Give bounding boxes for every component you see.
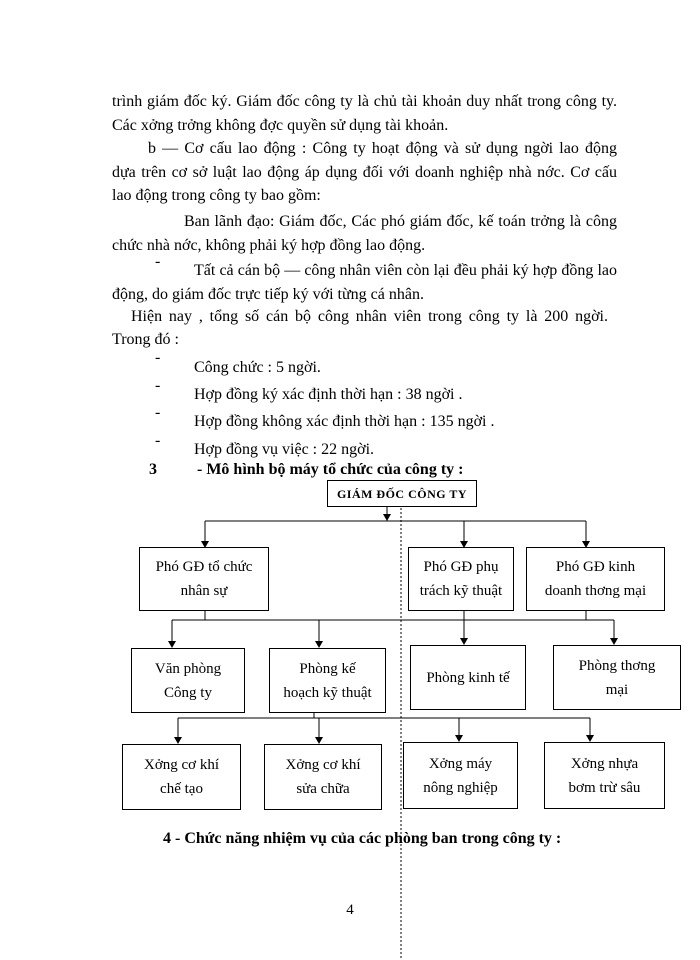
org-box-label: Phó GĐ phụ [423,559,499,575]
org-box-label: Xởng cơ khí [143,757,220,773]
bullet-dash: - [155,432,161,449]
org-box-label: mại [605,681,629,698]
bullet-dash: - [155,377,161,394]
bullet-dash: - [155,253,161,270]
org-box-workshop-repair [264,744,382,810]
org-box-label: trách kỹ thuật [419,583,503,599]
paragraph-line: trình giám đốc ký. Giám đốc công ty là chủ tài khoản duy nhất trong công ty. [112,93,617,110]
org-box-label: nhân sự [180,583,228,599]
list-item: Hợp đồng không xác định thời hạn : 135 ngời . [194,413,495,430]
org-box-label: chế tạo [160,781,203,797]
org-box-label: Văn phòng [154,660,222,677]
page-number: 4 [346,902,354,918]
section-number: 3 [149,461,157,478]
org-box-label: Xởng cơ khí [285,757,361,773]
org-box-label: Phòng kế [299,660,356,677]
paragraph-line: Trong đó : [112,331,179,348]
org-box-office [131,648,245,713]
org-box-label: bơm trừ sâu [568,779,641,796]
org-box-deputy-hr [139,547,269,611]
paragraph-line: động, do giám đốc trực tiếp ký với từng cá nhân. [112,286,424,303]
org-box-label: Phó GĐ kinh [555,559,636,575]
org-box-director [327,480,477,507]
org-box-commerce [553,645,681,710]
paragraph-line: Các xởng trởng không đợc quyền sử dụng tài khoản. [112,117,449,134]
org-box-label: nông nghiệp [423,779,498,796]
org-box-label: GIÁM ĐỐC CÔNG TY [336,486,468,501]
paragraph-line: Tất cả cán bộ — công nhân viên còn lại đều phải ký hợp đồng lao [194,262,617,279]
org-box-label: sửa chữa [296,781,350,797]
list-item: Hợp đồng ký xác định thời hạn : 38 ngời . [194,386,463,403]
org-box-planning [269,648,386,713]
org-box-label: Phòng kinh tế [426,669,510,686]
paragraph-line: dựa trên cơ sở luật lao động áp dụng đối với doanh nghiệp nhà nớc. Cơ cấu [112,164,617,181]
org-box-deputy-business [526,547,665,611]
list-item: Hợp đồng vụ việc : 22 ngời. [194,441,375,458]
org-box-deputy-tech [408,547,514,611]
section-heading: 4 - Chức năng nhiệm vụ của các phòng ban trong công ty : [163,830,562,847]
org-box-label: Phó GĐ tổ chức [155,559,253,575]
org-box-label: Phòng thơng [578,657,656,674]
org-box-label: Xởng máy [428,755,493,772]
section-heading: - Mô hình bộ máy tổ chức của công ty : [197,461,464,478]
bullet-dash: - [155,349,161,366]
paragraph-line: lao động trong công ty bao gồm: [112,187,321,204]
org-box-label: Xởng nhựa [570,755,639,772]
list-item: Công chức : 5 ngời. [194,359,321,376]
org-box-workshop-agri-machine [403,742,518,809]
org-box-economics [410,645,526,710]
org-box-label: doanh thơng mại [544,583,647,599]
paragraph-line: b — Cơ cấu lao động : Công ty hoạt động và sử dụng ngời lao động [148,140,617,157]
paragraph-line: Ban lãnh đạo: Giám đốc, Các phó giám đốc, kế toán trởng là công [184,213,617,230]
org-box-workshop-plastic-pump [544,742,665,809]
org-box-workshop-manufacturing [122,744,241,810]
org-box-label: hoạch kỹ thuật [283,684,372,701]
org-box-label: Công ty [164,684,212,701]
paragraph-line: chức nhà nớc, không phải ký hợp đồng lao động. [112,237,426,254]
paragraph-line: Hiện nay , tổng số cán bộ công nhân viên trong công ty là 200 ngời. [131,308,608,325]
bullet-dash: - [155,404,161,421]
